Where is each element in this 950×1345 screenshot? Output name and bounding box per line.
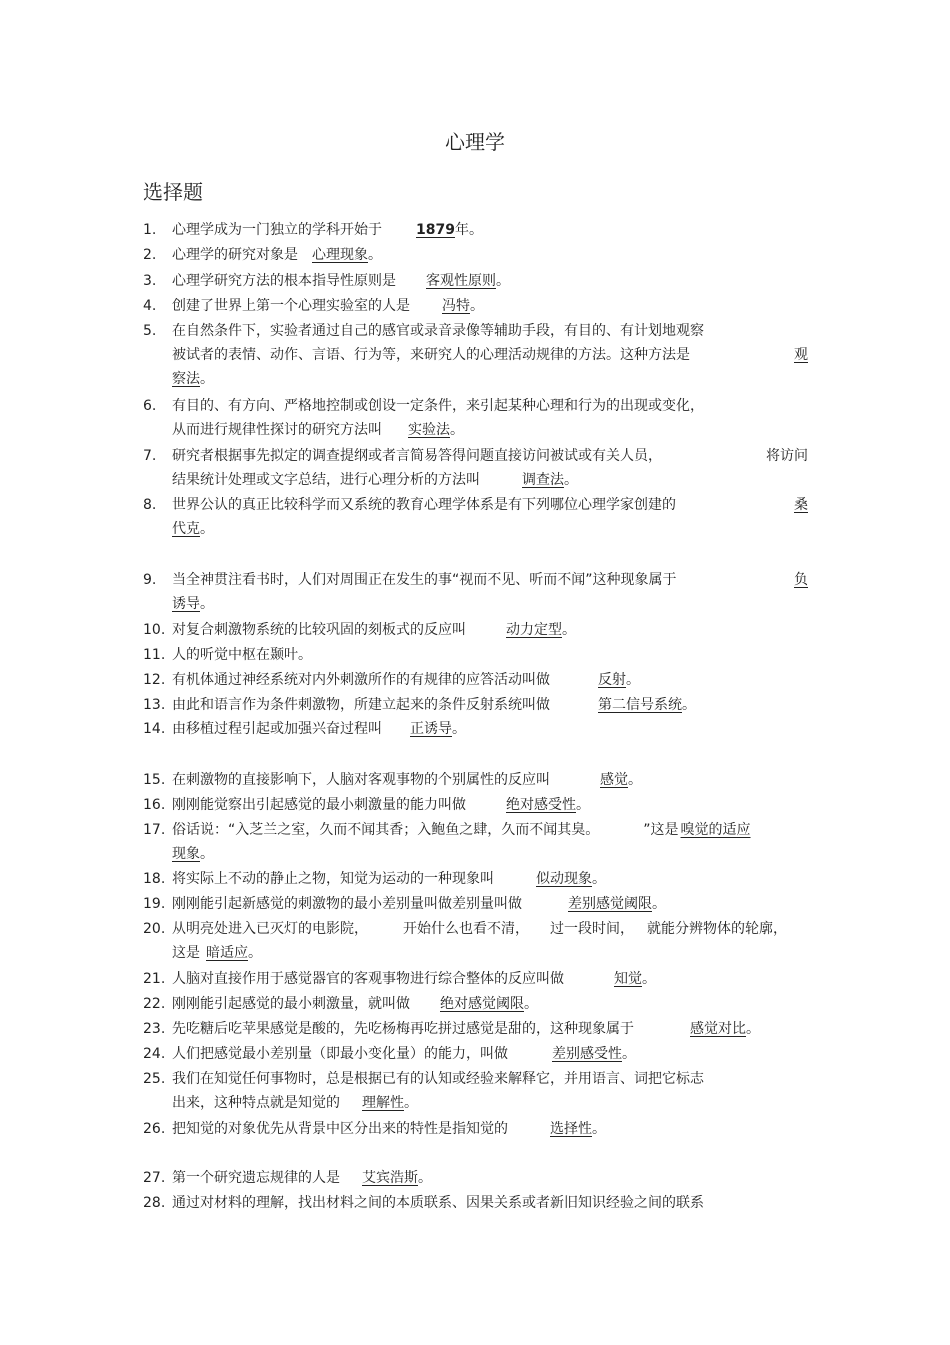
question-number: 13. <box>143 697 166 713</box>
answer: 嗅觉的适应 <box>680 822 751 838</box>
answer: 感觉对比 <box>690 1021 746 1037</box>
question-text: 刚刚能引起新感觉的刺激物的最小差别量叫做差别量叫做 <box>172 896 522 912</box>
question-21 <box>143 967 808 991</box>
answer: 知觉 <box>614 971 642 987</box>
question-15 <box>143 768 808 792</box>
question-25 <box>143 1067 808 1115</box>
question-14 <box>143 717 808 741</box>
question-22 <box>143 992 808 1016</box>
answer: 感觉 <box>600 772 628 788</box>
question-suffix: 。 <box>682 697 696 713</box>
question-text: 由此和语言作为条件刺激物，所建立起来的条件反射系统叫做 <box>172 697 550 713</box>
question-number: 4. <box>143 298 157 314</box>
question-text: 由移植过程引起或加强兴奋过程叫 <box>172 721 382 737</box>
question-number: 20. <box>143 921 166 937</box>
question-17 <box>143 818 808 866</box>
answer: 差别感觉阈限 <box>568 896 652 912</box>
question-6 <box>143 394 808 442</box>
answer: 动力定型 <box>506 622 562 638</box>
question-suffix: 。 <box>200 596 214 612</box>
question-text: 把知觉的对象优先从背景中区分出来的特性是指知觉的 <box>172 1121 508 1137</box>
question-number: 21. <box>143 971 166 987</box>
question-text: 有机体通过神经系统对内外刺激所作的有规律的应答活动叫做 <box>172 672 550 688</box>
answer: 艾宾浩斯 <box>362 1170 418 1186</box>
answer: 诱导 <box>172 596 200 612</box>
question-text: 人的听觉中枢在颞叶。 <box>172 647 312 663</box>
question-number: 23. <box>143 1021 166 1037</box>
answer: 冯特 <box>442 298 470 314</box>
question-suffix: 。 <box>628 772 642 788</box>
question-suffix: 。 <box>450 422 464 438</box>
question-suffix: 。 <box>452 721 466 737</box>
question-suffix: 。 <box>652 896 666 912</box>
question-number: 16. <box>143 797 166 813</box>
question-3 <box>143 269 808 293</box>
question-text: 人们把感觉最小差别量（即最小变化量）的能力，叫做 <box>172 1046 508 1062</box>
question-text: 心理学研究方法的根本指导性原则是 <box>172 273 396 289</box>
question-text: 结果统计处理或文字总结，进行心理分析的方法叫 <box>172 472 480 488</box>
question-suffix: 。 <box>592 871 606 887</box>
question-suffix: 。 <box>524 996 538 1012</box>
question-text: 我们在知觉任何事物时，总是根据已有的认知或经验来解释它，并用语言、词把它标志 <box>172 1071 704 1087</box>
question-text: 在刺激物的直接影响下，人脑对客观事物的个别属性的反应叫 <box>172 772 550 788</box>
question-suffix: 。 <box>564 472 578 488</box>
question-suffix: 。 <box>200 371 214 387</box>
question-suffix: 。 <box>248 945 262 961</box>
question-text: 第一个研究遗忘规律的人是 <box>172 1170 340 1186</box>
question-text: 先吃糖后吃苹果感觉是酸的，先吃杨梅再吃拼过感觉是甜的，这种现象属于 <box>172 1021 634 1037</box>
answer: 观 <box>794 347 808 363</box>
answer: 1879 <box>416 222 455 238</box>
question-number: 17. <box>143 822 166 838</box>
question-number: 22. <box>143 996 166 1012</box>
question-number: 19. <box>143 896 166 912</box>
question-26 <box>143 1117 808 1141</box>
answer: 实验法 <box>408 422 450 438</box>
answer: 似动现象 <box>536 871 592 887</box>
question-4 <box>143 294 808 318</box>
question-text: 在自然条件下，实验者通过自己的感官或录音录像等辅助手段，有目的、有计划地观察 <box>172 323 704 339</box>
answer: 客观性原则 <box>426 273 496 289</box>
question-text: 从而进行规律性探讨的研究方法叫 <box>172 422 382 438</box>
question-suffix: 。 <box>622 1046 636 1062</box>
answer: 差别感受性 <box>552 1046 622 1062</box>
question-suffix: 。 <box>200 521 214 537</box>
question-24 <box>143 1042 808 1066</box>
section-heading: 选择题 <box>143 180 203 204</box>
question-suffix: 。 <box>470 298 484 314</box>
question-19 <box>143 892 808 916</box>
question-1 <box>143 218 808 242</box>
question-text: 通过对材料的理解，找出材料之间的本质联系、因果关系或者新旧知识经验之间的联系 <box>172 1195 704 1211</box>
question-suffix: 。 <box>200 846 214 862</box>
question-number: 9. <box>143 572 157 588</box>
question-text: 心理学成为一门独立的学科开始于 <box>172 222 382 238</box>
answer: 正诱导 <box>410 721 452 737</box>
answer: 选择性 <box>550 1121 592 1137</box>
question-23 <box>143 1017 808 1041</box>
question-text: 将实际上不动的静止之物，知觉为运动的一种现象叫 <box>172 871 494 887</box>
question-8 <box>143 493 808 541</box>
answer: 心理现象 <box>312 247 368 263</box>
answer: 察法 <box>172 371 200 387</box>
question-text: 过一段时间， <box>550 921 634 937</box>
question-16 <box>143 793 808 817</box>
question-number: 7. <box>143 448 157 464</box>
question-suffix: 。 <box>418 1170 432 1186</box>
question-2 <box>143 243 808 267</box>
question-text: 出来，这种特点就是知觉的 <box>172 1095 340 1111</box>
answer: 暗适应 <box>206 945 248 961</box>
question-20 <box>143 917 808 965</box>
question-suffix: 。 <box>368 247 382 263</box>
question-text: 俗话说：“入芝兰之室，久而不闻其香；入鲍鱼之肆，久而不闻其臭。 <box>172 822 600 838</box>
question-5 <box>143 319 808 391</box>
question-suffix: 。 <box>496 273 510 289</box>
question-18 <box>143 867 808 891</box>
question-text: 当全神贯注看书时，人们对周围正在发生的事“视而不见、听而不闻”这种现象属于 <box>172 572 677 588</box>
question-text: 有目的、有方向、严格地控制或创设一定条件，来引起某种心理和行为的出现或变化， <box>172 398 704 414</box>
question-number: 18. <box>143 871 166 887</box>
question-text: 刚刚能引起感觉的最小刺激量，就叫做 <box>172 996 410 1012</box>
question-text: 刚刚能觉察出引起感觉的最小刺激量的能力叫做 <box>172 797 466 813</box>
answer: 负 <box>794 572 808 588</box>
question-text: ”这是 <box>643 822 679 838</box>
answer: 现象 <box>172 846 200 862</box>
question-text: 从明亮处进入已灭灯的电影院， <box>172 921 368 937</box>
answer: 绝对感受性 <box>506 797 576 813</box>
question-13 <box>143 693 808 717</box>
question-number: 6. <box>143 398 157 414</box>
question-number: 2. <box>143 247 157 263</box>
answer: 理解性 <box>362 1095 404 1111</box>
question-number: 15. <box>143 772 166 788</box>
answer: 调查法 <box>522 472 564 488</box>
question-number: 14. <box>143 721 166 737</box>
question-number: 26. <box>143 1121 166 1137</box>
question-number: 5. <box>143 323 157 339</box>
answer: 反射 <box>598 672 626 688</box>
answer: 第二信号系统 <box>598 697 682 713</box>
question-number: 24. <box>143 1046 166 1062</box>
question-suffix: 。 <box>746 1021 760 1037</box>
question-11 <box>143 643 808 667</box>
question-text: 将访问 <box>766 448 808 464</box>
question-text: 世界公认的真正比较科学而又系统的教育心理学体系是有下列哪位心理学家创建的 <box>172 497 676 513</box>
question-number: 1. <box>143 222 157 238</box>
question-7 <box>143 444 808 492</box>
question-number: 11. <box>143 647 166 663</box>
question-28 <box>143 1191 808 1215</box>
question-suffix: 。 <box>642 971 656 987</box>
question-text: 心理学的研究对象是 <box>172 247 298 263</box>
question-suffix: 。 <box>592 1121 606 1137</box>
question-text: 开始什么也看不清， <box>403 921 529 937</box>
question-suffix: 。 <box>576 797 590 813</box>
question-number: 25. <box>143 1071 166 1087</box>
answer: 代克 <box>172 521 200 537</box>
question-suffix: 。 <box>562 622 576 638</box>
question-number: 10. <box>143 622 166 638</box>
question-number: 27. <box>143 1170 166 1186</box>
question-text: 研究者根据事先拟定的调查提纲或者言简易答得问题直接访问被试或有关人员， <box>172 448 662 464</box>
question-number: 12. <box>143 672 166 688</box>
answer: 桑 <box>794 497 808 513</box>
document-title: 心理学 <box>445 130 505 154</box>
question-suffix: 年。 <box>454 222 483 238</box>
question-suffix: 。 <box>404 1095 418 1111</box>
question-number: 8. <box>143 497 157 513</box>
answer: 绝对感觉阈限 <box>440 996 524 1012</box>
question-text: 被试者的表情、动作、言语、行为等，来研究人的心理活动规律的方法。这种方法是 <box>172 347 690 363</box>
question-10 <box>143 618 808 642</box>
question-text: 就能分辨物体的轮廓， <box>647 921 787 937</box>
question-number: 3. <box>143 273 157 289</box>
question-12 <box>143 668 808 692</box>
question-9 <box>143 568 808 616</box>
question-27 <box>143 1166 808 1190</box>
question-text: 人脑对直接作用于感觉器官的客观事物进行综合整体的反应叫做 <box>172 971 564 987</box>
question-text: 这是 <box>172 945 200 961</box>
question-text: 对复合刺激物系统的比较巩固的刻板式的反应叫 <box>172 622 466 638</box>
question-number: 28. <box>143 1195 166 1211</box>
question-text: 创建了世界上第一个心理实验室的人是 <box>172 298 410 314</box>
question-suffix: 。 <box>626 672 640 688</box>
